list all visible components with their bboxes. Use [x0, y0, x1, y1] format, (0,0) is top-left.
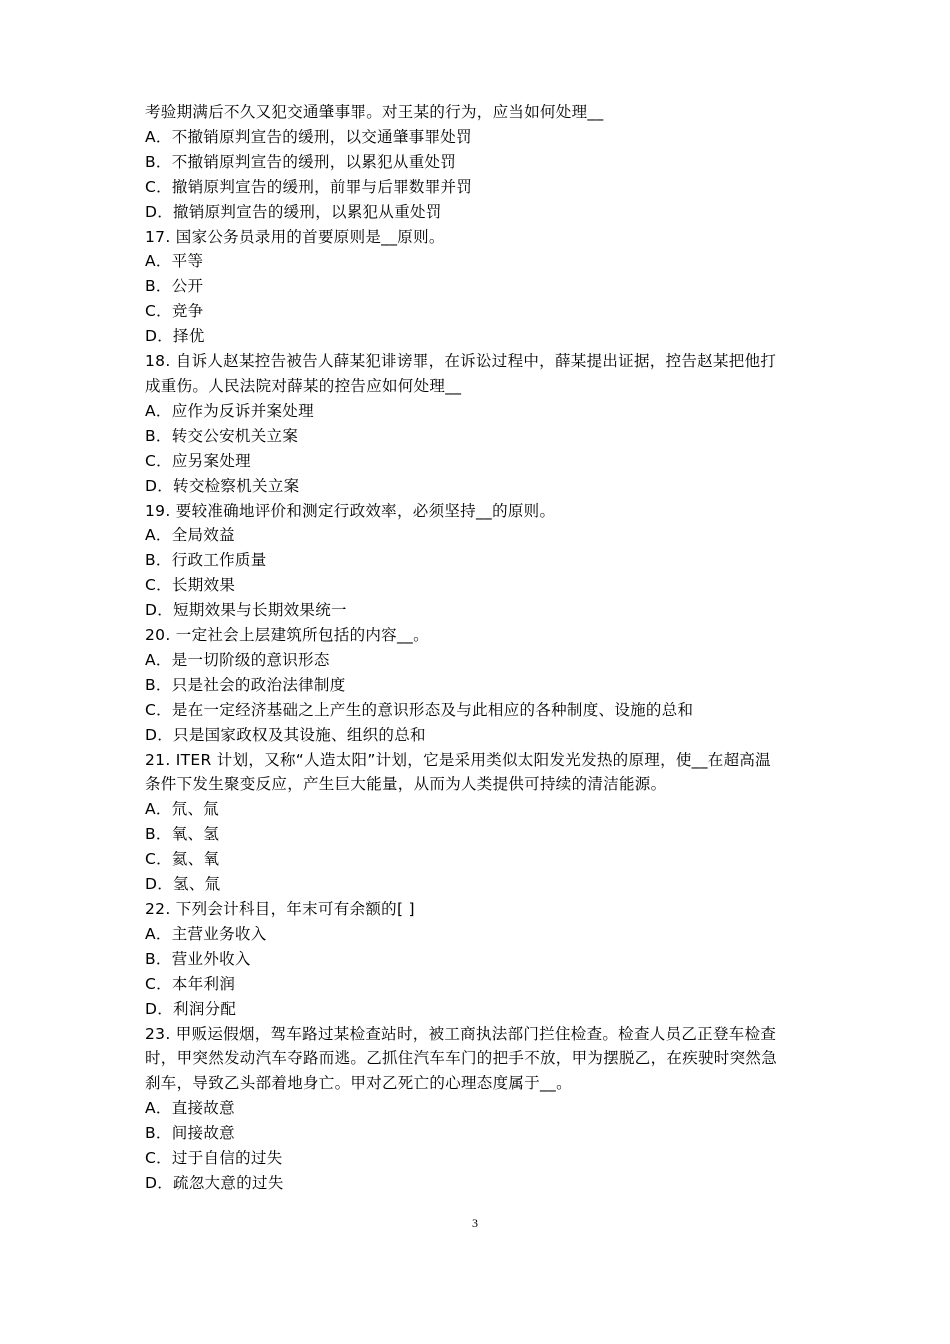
text-line: B．不撤销原判宣告的缓刑，以累犯从重处罚: [145, 152, 457, 171]
text-line: D．只是国家政权及其设施、组织的总和: [145, 725, 426, 744]
text-line: A．是一切阶级的意识形态: [145, 650, 330, 669]
text-line: A．主营业务收入: [145, 924, 267, 943]
text-line: B．公开: [145, 277, 204, 296]
text-line: 时，甲突然发动汽车夺路而逃。乙抓住汽车车门的把手不放，甲为摆脱乙，在疾驶时突然急: [145, 1049, 778, 1068]
question-20: 20. 一定社会上层建筑所包括的内容__。: [145, 626, 429, 645]
text-line: C．是在一定经济基础之上产生的意识形态及与此相应的各种制度、设施的总和: [145, 700, 694, 719]
text-line: C．竞争: [145, 302, 204, 321]
text-line: C．应另案处理: [145, 451, 251, 470]
page-content: [145, 100, 825, 1196]
text-line: D．转交检察机关立案: [145, 476, 300, 495]
question-22: 22. 下列会计科目，年末可有余额的[ ]: [145, 900, 415, 918]
text-line: D．择优: [145, 327, 205, 346]
text-line: A．氘、氚: [145, 800, 220, 819]
question-19: 19. 要较准确地评价和测定行政效率，必须坚持__的原则。: [145, 501, 556, 520]
text-line: C．本年利润: [145, 974, 236, 993]
question-18: 18. 自诉人赵某控告被告人薛某犯诽谤罪，在诉讼过程中，薛某提出证据，控告赵某把他打: [145, 352, 777, 371]
text-line: B．转交公安机关立案: [145, 426, 299, 445]
text-line: B．间接故意: [145, 1124, 235, 1143]
text-line: C．过于自信的过失: [145, 1149, 283, 1168]
text-line: A．应作为反诉并案处理: [145, 401, 314, 420]
text-line: A．不撤销原判宣告的缓刑，以交通肇事罪处罚: [145, 127, 472, 146]
text-line: C．长期效果: [145, 576, 236, 595]
text-line: 条件下发生聚变反应，产生巨大能量，从而为人类提供可持续的清洁能源。: [145, 775, 667, 794]
text-line: C．氦、氧: [145, 850, 220, 869]
page-number: 3: [472, 1216, 478, 1230]
text-line: D．短期效果与长期效果统一: [145, 601, 347, 620]
text-line: D．氢、氚: [145, 875, 221, 894]
text-line: D．利润分配: [145, 999, 237, 1018]
text-line: B．营业外收入: [145, 949, 251, 968]
text-line: B．只是社会的政治法律制度: [145, 675, 346, 694]
text-line: 考验期满后不久又犯交通肇事罪。对王某的行为，应当如何处理__: [145, 103, 604, 121]
text-line: D．撤销原判宣告的缓刑，以累犯从重处罚: [145, 202, 442, 221]
text-line: 成重伤。人民法院对薛某的控告应如何处理__: [145, 376, 462, 395]
text-line: A．平等: [145, 252, 204, 271]
text-line: 刹车，导致乙头部着地身亡。甲对乙死亡的心理态度属于__。: [145, 1074, 572, 1093]
text-line: C．撤销原判宣告的缓刑，前罪与后罪数罪并罚: [145, 177, 473, 196]
text-line: A．直接故意: [145, 1099, 235, 1118]
text-line: B．行政工作质量: [145, 551, 267, 570]
question-21: 21. ITER 计划，又称“人造太阳”计划，它是采用类似太阳发光发热的原理，使__在超高温: [145, 750, 771, 769]
text-line: B．氧、氢: [145, 825, 220, 844]
text-line: D．疏忽大意的过失: [145, 1173, 284, 1192]
text-line: A．全局效益: [145, 526, 235, 545]
question-23: 23. 甲贩运假烟，驾车路过某检查站时，被工商执法部门拦住检查。检查人员乙正登车检查: [145, 1024, 777, 1043]
question-17: 17. 国家公务员录用的首要原则是__原则。: [145, 227, 445, 246]
